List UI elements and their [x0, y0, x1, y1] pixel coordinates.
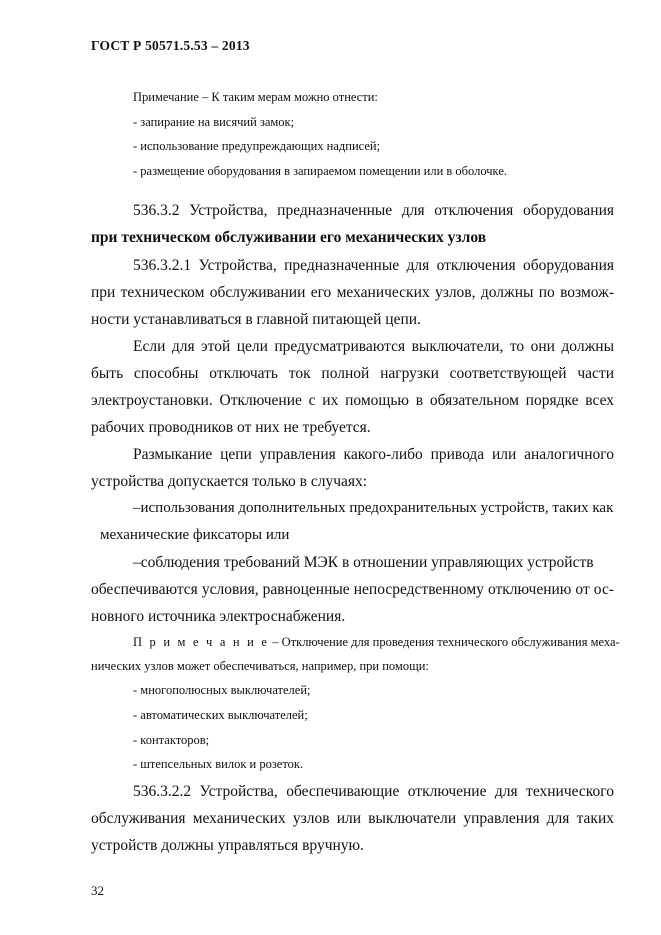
note-item: - размещение оборудования в запираемом помещении или в оболочке.: [133, 164, 507, 178]
note-item: - штепсельных вилок и розеток.: [133, 757, 304, 771]
note-item: - автоматических выключателей;: [133, 708, 308, 722]
note-line: [133, 635, 620, 650]
note-title: Примечание – К таким мерам можно отнести:: [133, 90, 378, 104]
paragraph-line: Если для этой цели предусматриваются выключатели, то они должны: [133, 338, 614, 355]
paragraph-line: ности устанавливаться в главной питающей цепи.: [91, 311, 421, 328]
note-item: - использование предупреждающих надписей;: [133, 139, 381, 153]
paragraph-line: обслуживания механических узлов или выключатели управления для таких: [91, 810, 614, 827]
paragraph-line: 536.3.2.2 Устройства, обеспечивающие отключение для технического: [133, 783, 614, 800]
note-label: П р и м е ч а н и е: [133, 635, 270, 649]
section-heading-line1: 536.3.2 Устройства, предназначенные для отключения оборудования: [133, 202, 614, 219]
note-text: – Отключение для проведения технического обслуживания меха-: [269, 635, 620, 649]
paragraph-line: 536.3.2.1 Устройства, предназначенные для отключения оборудования: [133, 257, 614, 274]
note-item: - запирание на висячий замок;: [133, 115, 295, 129]
paragraph-line: электроустановки. Отключение с их помощью в обязательном порядке всех: [91, 392, 614, 409]
page-number: 32: [91, 883, 104, 898]
paragraph-line: устройства допускается только в случаях:: [91, 473, 368, 490]
list-item: –соблюдения требований МЭК в отношении управляющих устройств: [133, 554, 594, 571]
list-item-continued: механические фиксаторы или: [100, 527, 290, 543]
paragraph-line: рабочих проводников от них не требуется.: [91, 419, 371, 436]
list-item-continued: новного источника электроснабжения.: [91, 608, 346, 625]
page-header: ГОСТ Р 50571.5.53 – 2013: [91, 38, 250, 53]
paragraph-line: быть способны отключать ток полной нагрузки соответствующей части: [91, 365, 614, 382]
list-item: –использования дополнительных предохранительных устройств, таких как: [133, 500, 614, 516]
note-item: - контакторов;: [133, 733, 210, 747]
paragraph-line: устройств должны управляться вручную.: [91, 837, 364, 854]
note-line: нических узлов может обеспечиваться, например, при помощи:: [91, 659, 429, 673]
section-heading-line2: при техническом обслуживании его механических узлов: [91, 229, 487, 246]
paragraph-line: при техническом обслуживании его механических узлов, должны по возмож-: [91, 284, 614, 301]
paragraph-line: Размыкание цепи управления какого-либо привода или аналогичного: [133, 446, 614, 463]
list-item-continued: обеспечиваются условия, равноценные непосредственному отключению от ос-: [91, 581, 614, 598]
note-item: - многополюсных выключателей;: [133, 683, 311, 697]
